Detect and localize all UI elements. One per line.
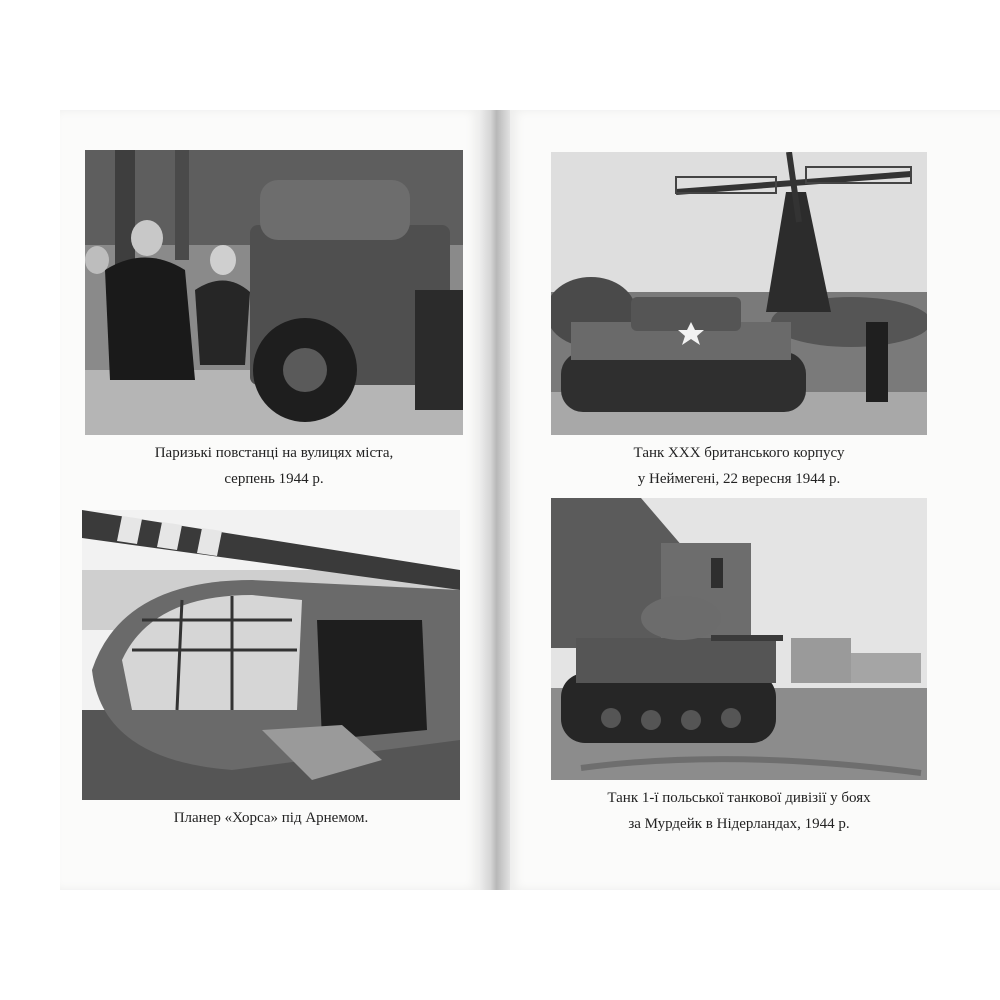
photo-polish-tank — [551, 498, 927, 780]
book-spine — [480, 110, 510, 890]
caption-line: серпень 1944 р. — [224, 471, 324, 487]
caption-line: Паризькі повстанці на вулицях міста, — [154, 445, 394, 461]
caption-paris-insurgents — [85, 440, 463, 492]
caption-line: Танк XXX британського корпусу — [633, 445, 845, 461]
caption-line: Танк 1-ї польської танкової дивізії у боях — [607, 790, 871, 806]
caption-horsa-glider — [82, 805, 460, 831]
photo-horsa-glider — [82, 510, 460, 800]
caption-polish-tank — [551, 785, 927, 837]
caption-line: у Неймегені, 22 вересня 1944 р. — [637, 471, 841, 487]
photo-xxx-corps-tank — [551, 152, 927, 435]
caption-line: Планер «Хорса» під Арнемом. — [173, 810, 369, 826]
caption-line: за Мурдейк в Нідерландах, 1944 р. — [628, 816, 850, 832]
photo-paris-insurgents — [85, 150, 463, 435]
caption-xxx-corps-tank — [551, 440, 927, 492]
